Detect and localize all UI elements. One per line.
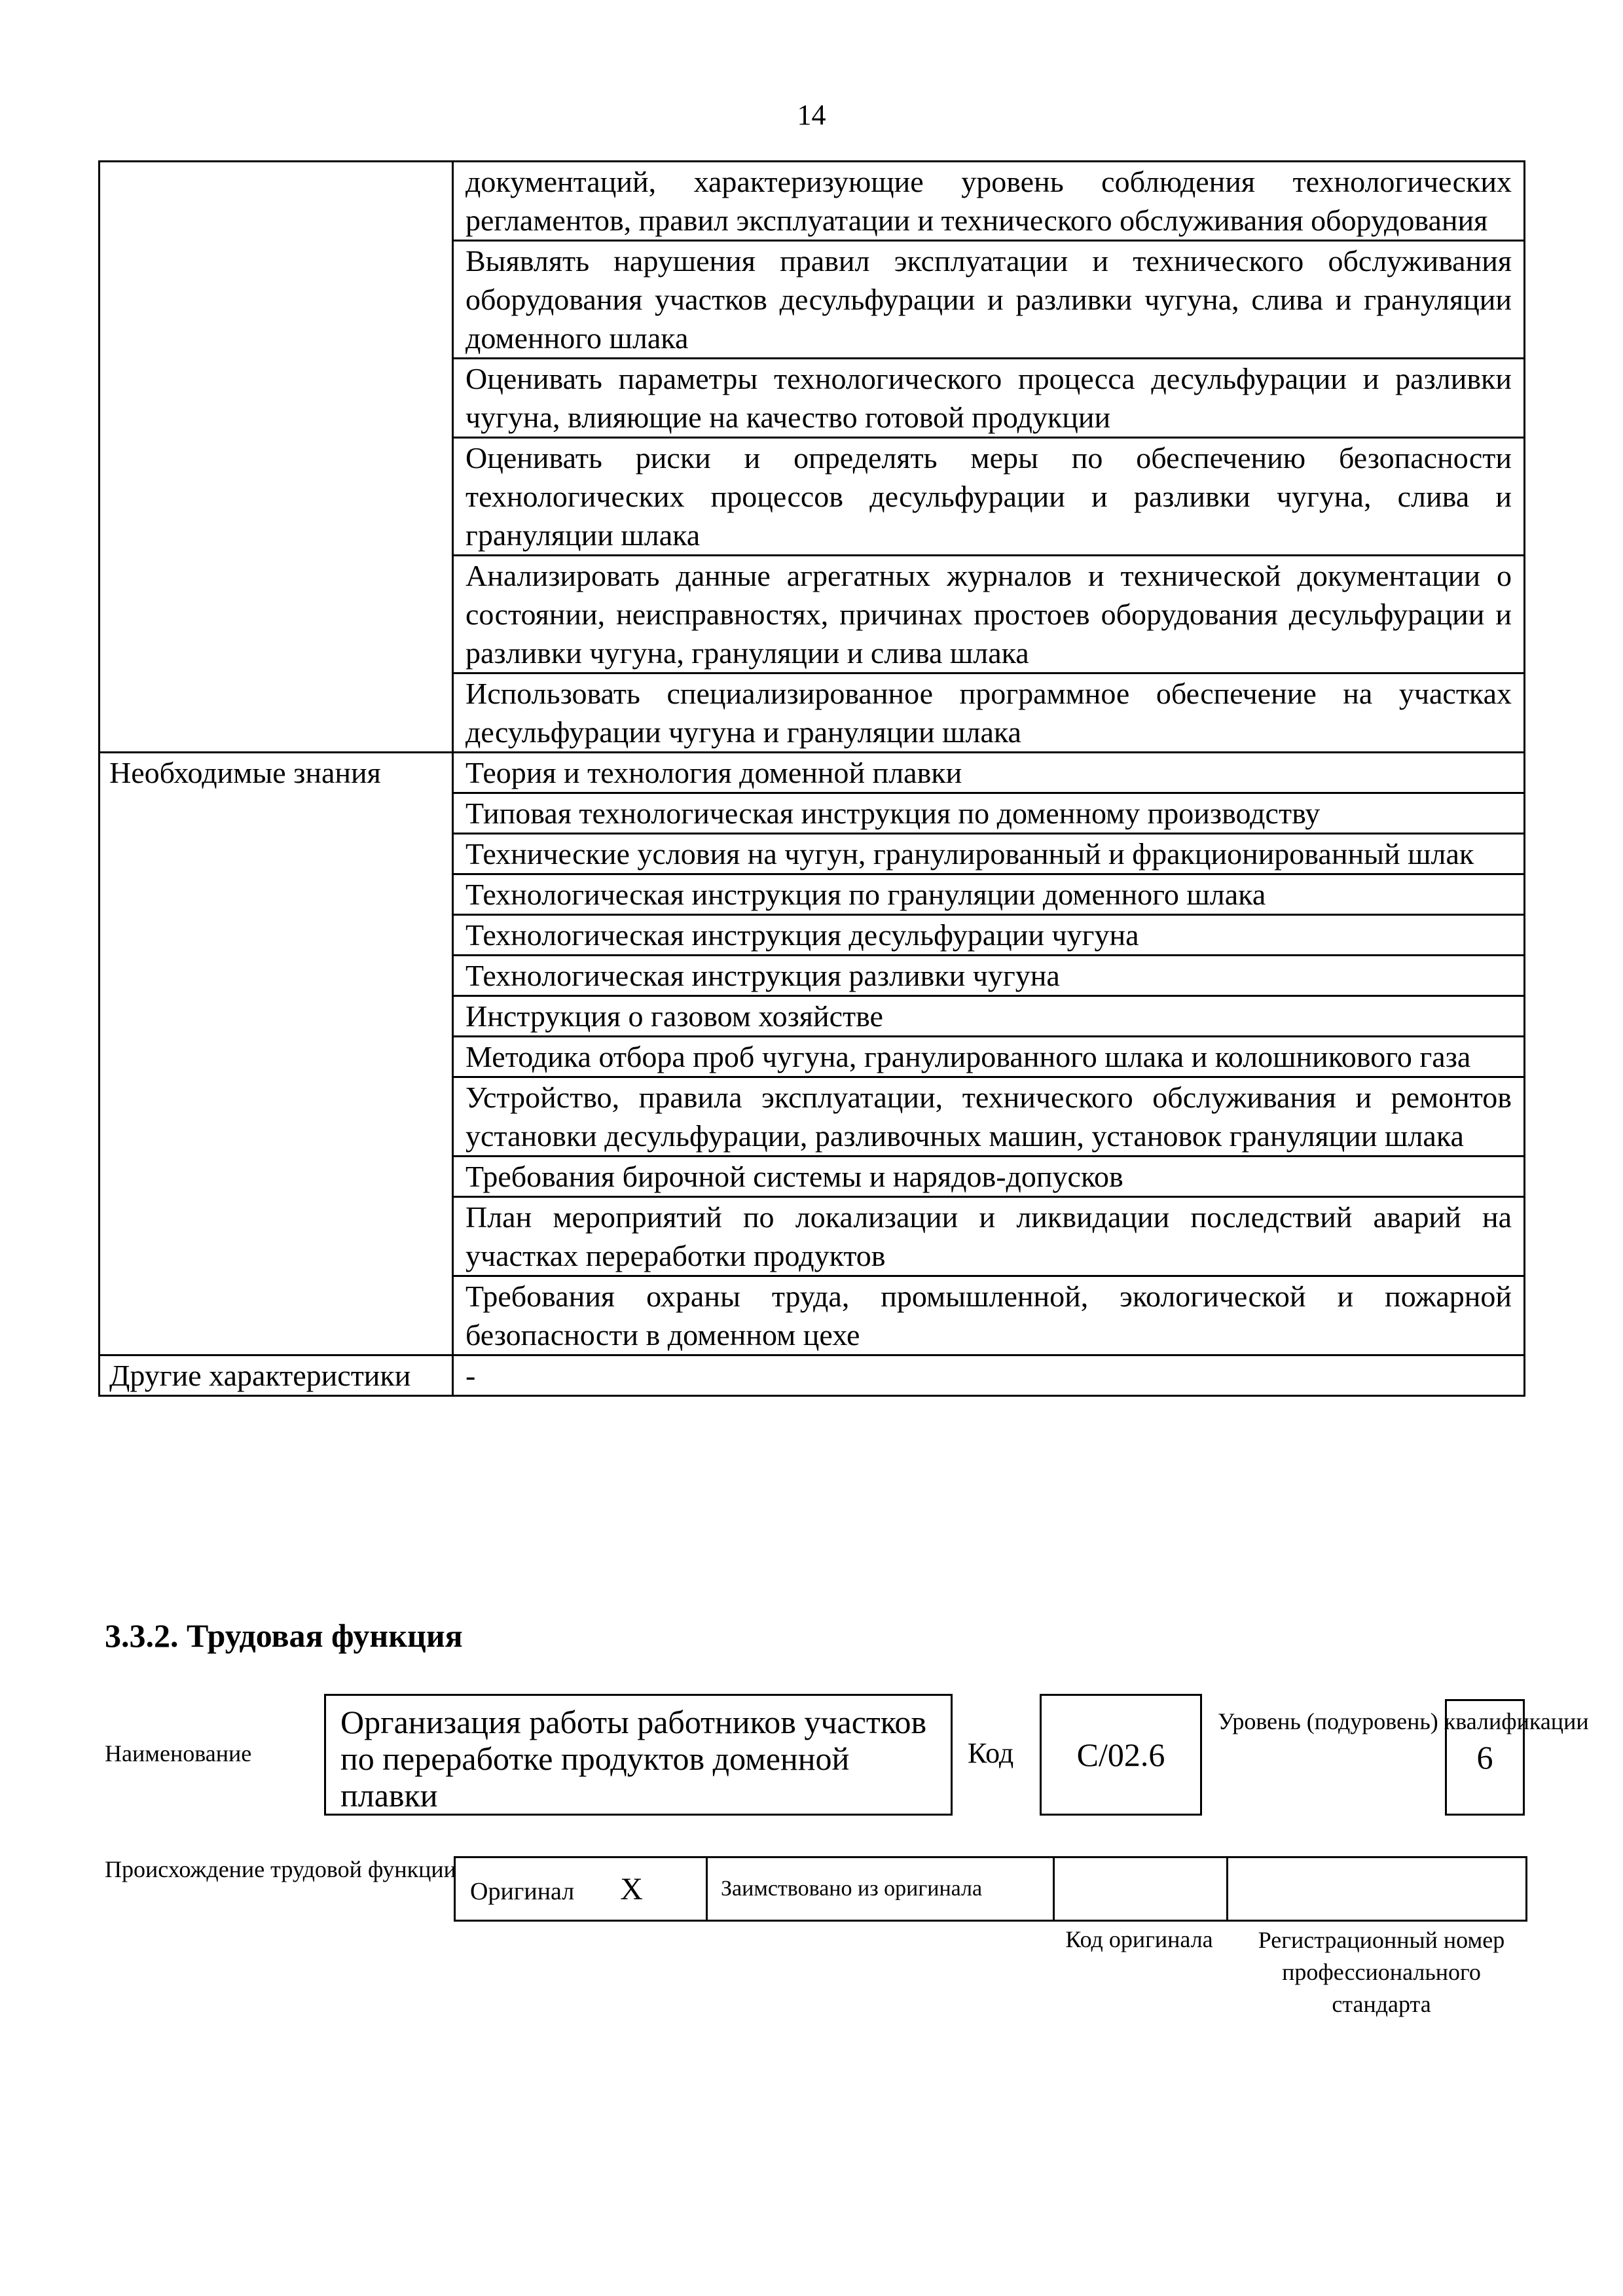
function-name-label: Наименование [105,1740,252,1767]
table-row [100,753,1525,793]
table-cell: Требования бирочной системы и нарядов-допусков [453,1157,1525,1197]
table-cell: Технологическая инструкция по грануляции доменного шлака [453,874,1525,915]
table-cell: документаций, характеризующие уровень соблюдения технологических регламентов, правил эксплуатации и технического обслуживания оборудования [453,162,1525,241]
origin-label: Происхождение трудовой функции [105,1856,456,1882]
table-cell: План мероприятий по локализации и ликвидации последствий аварий на участках переработки продуктов [453,1197,1525,1276]
table-row [100,1355,1525,1396]
table-row [100,162,1525,241]
original-cell [455,1857,707,1921]
table-cell: Использовать специализированное программное обеспечение на участках десульфурации чугуна и грануляции шлака [453,673,1525,753]
reg-number-caption: Регистрационный номер профессионального стандарта [1258,1927,1505,2017]
function-name-box: Организация работы работников участков по переработке продуктов доменной плавки [324,1694,953,1816]
qualification-level-box: 6 [1445,1699,1525,1816]
borrowed-cell: Заимствовано из оригинала [707,1857,1054,1921]
function-code-label: Код [968,1737,1014,1769]
table-cell: Инструкция о газовом хозяйстве [453,996,1525,1037]
table-cell: Оценивать параметры технологического процесса десульфурации и разливки чугуна, влияющие на качество готовой продукции [453,359,1525,438]
table-cell: Технологическая инструкция десульфурации чугуна [453,915,1525,956]
page-number: 14 [797,99,826,131]
table-cell: Устройство, правила эксплуатации, технического обслуживания и ремонтов установки десульфурации, разливочных машин, установок грануляции шлака [453,1077,1525,1157]
code-original-cell [1054,1857,1228,1921]
table-cell: - [453,1355,1525,1396]
original-mark: X [620,1871,643,1907]
reg-number-cell [1228,1857,1527,1921]
row-label-knowledge: Необходимые знания [100,753,453,1355]
table-cell: Выявлять нарушения правил эксплуатации и технического обслуживания оборудования участков десульфурации и разливки чугуна, слива и грануляции доменного шлака [453,241,1525,359]
function-code-box: C/02.6 [1040,1694,1202,1816]
table-cell: Анализировать данные агрегатных журналов и технической документации о состоянии, неисправностях, причинах простоев оборудования десульфурации и разливки чугуна, грануляции и слива шлака [453,556,1525,673]
table-cell: Технологическая инструкция разливки чугуна [453,956,1525,996]
skills-knowledge-table [98,160,1525,1397]
section-heading: 3.3.2. Трудовая функция [105,1617,463,1654]
table-cell: Методика отбора проб чугуна, гранулированного шлака и колошникового газа [453,1037,1525,1077]
qualification-level-label: Уровень (подуровень) квалификации [1218,1708,1589,1734]
table-cell: Теория и технология доменной плавки [453,753,1525,793]
table-cell: Требования охраны труда, промышленной, экологической и пожарной безопасности в доменном цехе [453,1276,1525,1355]
table-cell: Технические условия на чугун, гранулированный и фракционированный шлак [453,834,1525,874]
row-label-other: Другие характеристики [100,1355,453,1396]
original-label: Оригинал [470,1877,575,1905]
table-cell: Типовая технологическая инструкция по доменному производству [453,793,1525,834]
code-original-caption: Код оригинала [1065,1926,1213,1952]
row-label-skills [100,162,453,753]
table-row [455,1857,1527,1921]
origin-table [454,1856,1527,1922]
table-cell: Оценивать риски и определять меры по обеспечению безопасности технологических процессов десульфурации и разливки чугуна, слива и грануляции шлака [453,438,1525,556]
